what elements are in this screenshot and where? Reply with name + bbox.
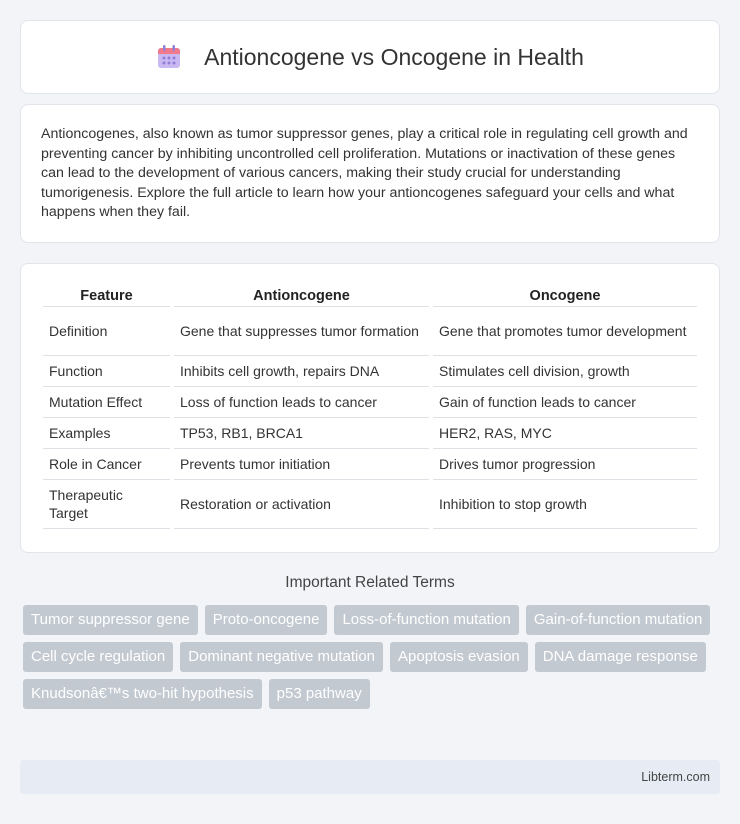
row-feature: Function [43, 356, 170, 387]
row-antioncogene: Restoration or activation [174, 480, 429, 529]
row-antioncogene: Inhibits cell growth, repairs DNA [174, 356, 429, 387]
term-tag[interactable]: Proto-oncogene [205, 605, 328, 635]
table-row [43, 480, 697, 529]
row-feature: Mutation Effect [43, 387, 170, 418]
row-feature: Therapeutic Target [43, 480, 170, 529]
table-row [43, 418, 697, 449]
header-antioncogene: Antioncogene [174, 284, 429, 307]
page-title: Antioncogene vs Oncogene in Health [204, 43, 584, 70]
term-tag[interactable]: p53 pathway [269, 679, 370, 709]
row-feature: Examples [43, 418, 170, 449]
table-row [43, 307, 697, 356]
term-tag[interactable]: Loss-of-function mutation [334, 605, 518, 635]
row-antioncogene: Gene that suppresses tumor formation [174, 307, 429, 356]
header-card [20, 20, 720, 94]
term-tag[interactable]: Cell cycle regulation [23, 642, 173, 672]
row-oncogene: Stimulates cell division, growth [433, 356, 697, 387]
intro-card [20, 104, 720, 243]
header-feature: Feature [43, 284, 170, 307]
table-row [43, 387, 697, 418]
title-wrap [21, 21, 719, 93]
table-row [43, 449, 697, 480]
comparison-table [39, 284, 701, 529]
row-antioncogene: TP53, RB1, BRCA1 [174, 418, 429, 449]
term-tag[interactable]: Dominant negative mutation [180, 642, 383, 672]
term-tag[interactable]: Tumor suppressor gene [23, 605, 198, 635]
table-row [43, 356, 697, 387]
term-tag[interactable]: Apoptosis evasion [390, 642, 528, 672]
footer-site-link[interactable]: Libterm.com [641, 770, 710, 784]
row-oncogene: Drives tumor progression [433, 449, 697, 480]
related-terms-list [23, 605, 723, 709]
header-oncogene: Oncogene [433, 284, 697, 307]
term-tag[interactable]: Knudsonâ€™s two-hit hypothesis [23, 679, 262, 709]
row-oncogene: Gene that promotes tumor development [433, 307, 697, 356]
row-oncogene: Inhibition to stop growth [433, 480, 697, 529]
table-header-row [43, 284, 697, 307]
row-oncogene: HER2, RAS, MYC [433, 418, 697, 449]
calendar-icon [156, 44, 182, 70]
row-antioncogene: Prevents tumor initiation [174, 449, 429, 480]
term-tag[interactable]: DNA damage response [535, 642, 706, 672]
row-feature: Definition [43, 307, 170, 356]
row-feature: Role in Cancer [43, 449, 170, 480]
comparison-table-card [20, 263, 720, 553]
row-oncogene: Gain of function leads to cancer [433, 387, 697, 418]
intro-paragraph: Antioncogenes, also known as tumor suppressor genes, play a critical role in regulating cell growth and preventing cancer by inhibiting uncontrolled cell proliferation. Mutations or inactivation of these genes can lead to the development of various cancers, making their study crucial for understanding tumorigenesis. Explore the full article to learn how your antioncogenes safeguard your cells and what happens when they fail. [41, 126, 688, 220]
term-tag[interactable]: Gain-of-function mutation [526, 605, 710, 635]
footer [20, 760, 720, 794]
row-antioncogene: Loss of function leads to cancer [174, 387, 429, 418]
related-terms-title: Important Related Terms [285, 574, 455, 591]
